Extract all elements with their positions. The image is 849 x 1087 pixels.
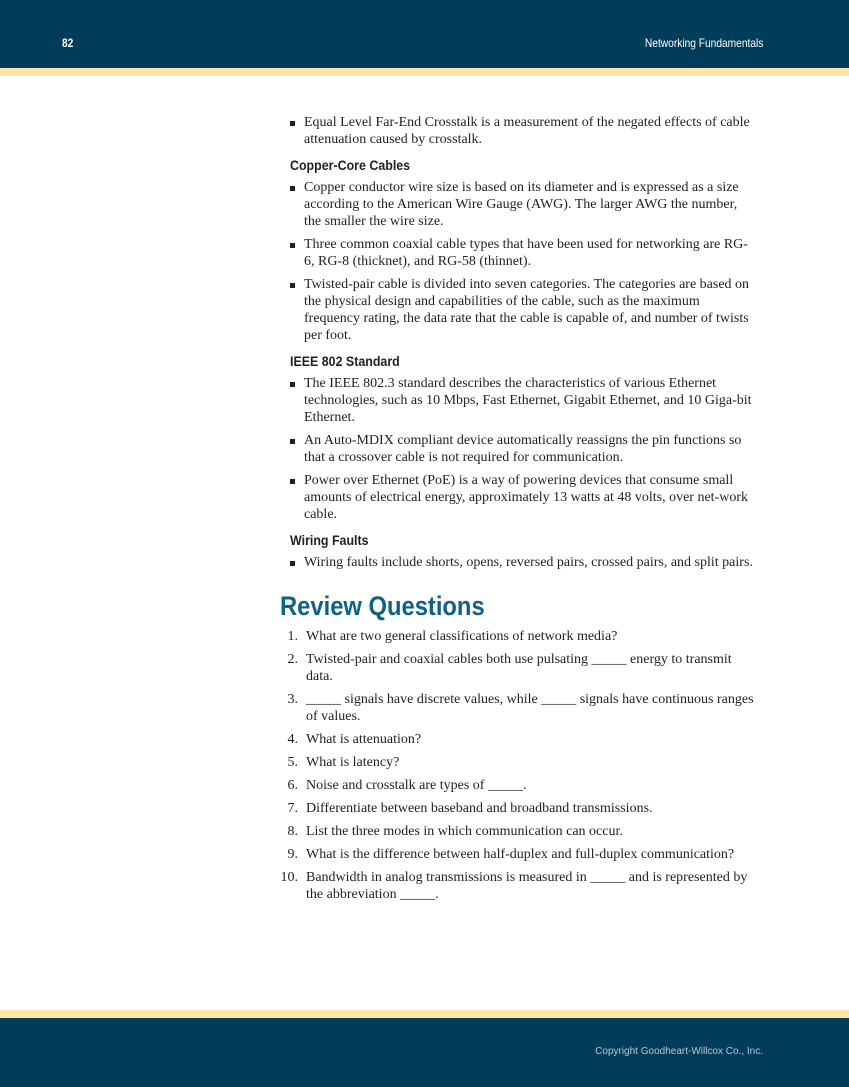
- section-heading: IEEE 802 Standard: [290, 354, 400, 369]
- question-number: 5.: [287, 755, 298, 770]
- bullet-item: Twisted-pair cable is divided into seven categories. The categories are based on the physical design and capabilities of the cable, such as the maximum frequency rating, the data rate that the cable is capable of, and number of twists per foot.: [290, 276, 756, 344]
- question-text: _____ signals have discrete values, while _____ signals have continuous ranges of values.: [306, 692, 754, 724]
- question-item: [280, 777, 760, 794]
- bullet-item: The IEEE 802.3 standard describes the characteristics of various Ethernet technologies, such as 10 Mbps, Fast Ethernet, Gigabit Ethernet, and 10 Giga-bit Ethernet.: [290, 375, 756, 426]
- question-number: 1.: [287, 629, 298, 644]
- question-item: [280, 651, 760, 685]
- header-accent-strip: [0, 68, 849, 76]
- bullet-item: Three common coaxial cable types that have been used for networking are RG-6, RG-8 (thicknet), and RG-58 (thinnet).: [290, 236, 756, 270]
- question-number: 10.: [280, 870, 298, 885]
- bullet-list: [290, 179, 760, 344]
- question-text: What is the difference between half-duplex and full-duplex communication?: [306, 847, 735, 862]
- review-questions-list: [280, 628, 760, 903]
- question-text: What is latency?: [306, 755, 400, 770]
- question-number: 2.: [287, 652, 298, 667]
- question-number: 8.: [287, 824, 298, 839]
- bullet-item: Equal Level Far-End Crosstalk is a measurement of the negated effects of cable attenuation caused by crosstalk.: [290, 114, 756, 148]
- question-text: What is attenuation?: [306, 732, 422, 747]
- question-item: [280, 628, 760, 645]
- question-number: 7.: [287, 801, 298, 816]
- copyright-notice: Copyright Goodheart-Willcox Co., Inc.: [595, 1046, 763, 1057]
- bullet-item: Wiring faults include shorts, opens, reversed pairs, crossed pairs, and split pairs.: [290, 554, 756, 571]
- question-number: 6.: [287, 778, 298, 793]
- review-questions-title: Review Questions: [280, 591, 485, 621]
- bullet-list: [290, 375, 760, 523]
- intro-bullets: [290, 114, 760, 148]
- bullet-list: [290, 554, 760, 571]
- question-item: [280, 754, 760, 771]
- bullet-item: Copper conductor wire size is based on its diameter and is expressed as a size according to the American Wire Gauge (AWG). The larger AWG the number, the smaller the wire size.: [290, 179, 756, 230]
- question-item: [280, 823, 760, 840]
- page-header: [0, 0, 849, 68]
- question-number: 3.: [287, 692, 298, 707]
- page-number: 82: [62, 36, 74, 50]
- question-item: [280, 800, 760, 817]
- question-item: [280, 731, 760, 748]
- question-number: 9.: [287, 847, 298, 862]
- question-text: What are two general classifications of network media?: [306, 629, 618, 644]
- bullet-item: Power over Ethernet (PoE) is a way of powering devices that consume small amounts of electrical energy, approximately 13 watts at 48 volts, over net-work cable.: [290, 472, 756, 523]
- question-number: 4.: [287, 732, 298, 747]
- question-text: Bandwidth in analog transmissions is measured in _____ and is represented by the abbreviation _____.: [306, 870, 748, 902]
- book-title: Networking Fundamentals: [644, 36, 763, 50]
- question-text: Twisted-pair and coaxial cables both use pulsating _____ energy to transmit data.: [306, 652, 732, 684]
- page-content: [280, 114, 760, 909]
- question-text: List the three modes in which communication can occur.: [306, 824, 623, 839]
- bullet-item: An Auto-MDIX compliant device automatically reassigns the pin functions so that a crossover cable is not required for communication.: [290, 432, 756, 466]
- question-text: Noise and crosstalk are types of _____.: [306, 778, 527, 793]
- footer-accent-strip: [0, 1010, 849, 1018]
- question-item: [280, 846, 760, 863]
- question-item: [280, 869, 760, 903]
- question-item: [280, 691, 760, 725]
- question-text: Differentiate between baseband and broadband transmissions.: [306, 801, 653, 816]
- section-heading: Wiring Faults: [290, 533, 369, 548]
- section-heading: Copper-Core Cables: [290, 158, 411, 173]
